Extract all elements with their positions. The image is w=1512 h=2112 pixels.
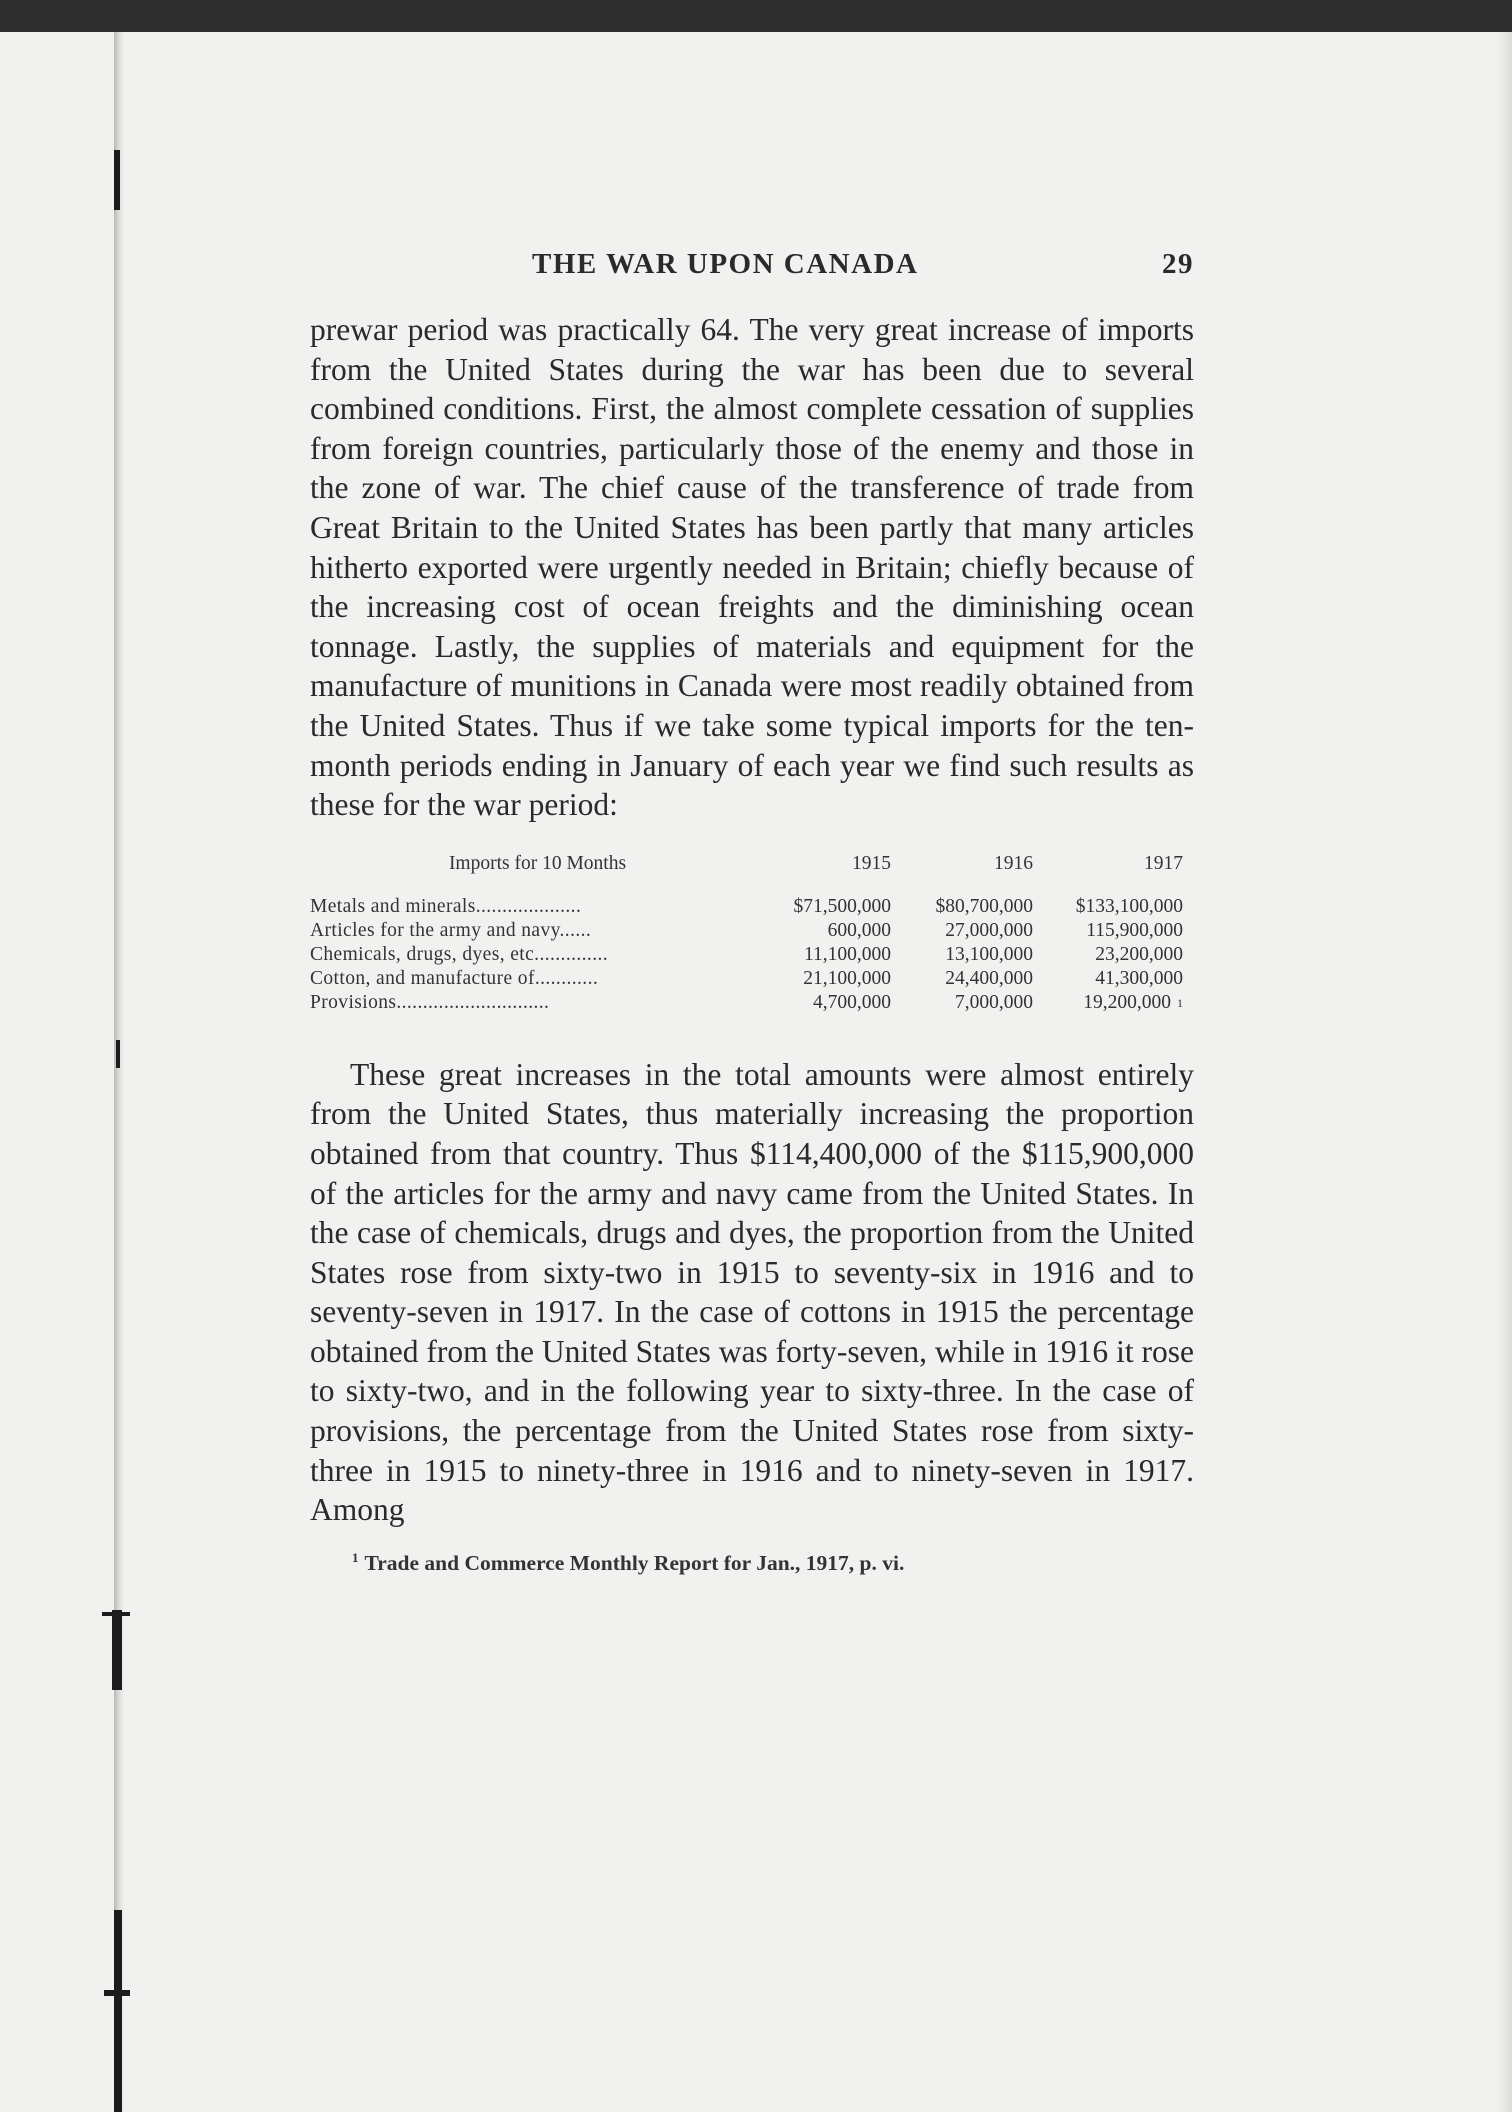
body-paragraph: These great increases in the total amounts were almost entirely from the United States, thus materially increasing the proportion obtained from that country. Thus $114,400,000 of the $115,900,000 of the articles for the army and navy came from the United States. In the case of chemicals, drugs and dyes, the proportion from the United States rose from sixty-two in 1915 to seventy-six in 1916 and to seventy-seven in 1917. In the case of cottons in 1915 the percentage obtained from the United States was forty-seven, while in 1916 it rose to sixty-two, and in the following year to sixty-three. In the case of provisions, the percentage from the United States rose from sixty-three in 1915 to ninety-three in 1916 and to ninety-seven in 1917. Among [310, 1056, 1194, 1528]
scan-top-border [0, 0, 1512, 32]
page-text [310, 248, 1194, 1576]
table-row [310, 943, 1183, 967]
cell-1917: 115,900,000 [1086, 919, 1183, 941]
cell-1915: $71,500,000 [793, 895, 891, 917]
page-number: 29 [1162, 248, 1194, 280]
gutter-mark [112, 1610, 122, 1690]
cell-1916: 24,400,000 [945, 967, 1033, 989]
gutter-mark [102, 1612, 130, 1616]
cell-1916: 13,100,000 [945, 943, 1033, 965]
table-header-1915: 1915 [852, 852, 891, 874]
gutter-mark [114, 150, 120, 210]
footnote [352, 1550, 1194, 1576]
row-label: Chemicals, drugs, dyes, etc.............. [310, 943, 609, 965]
running-title: THE WAR UPON CANADA [532, 248, 919, 280]
body-paragraph: prewar period was practically 64. The very great increase of imports from the United States during the war has been due to several combined conditions. First, the almost complete cessation of supplies from foreign countries, particularly those of the enemy and those in the zone of war. The chief cause of the transference of trade from Great Britain to the United States has been partly that many articles hitherto exported were urgently needed in Britain; chiefly because of the increasing cost of ocean freights and the diminishing ocean tonnage. Lastly, the supplies of materials and equipment for the manufacture of munitions in Canada were most readily obtained from the United States. Thus if we take some typical imports for the ten-month periods ending in January of each year we find such results as these for the war period: [310, 312, 1194, 823]
table-header-1917: 1917 [1144, 852, 1183, 874]
cell-1917: $133,100,000 [1075, 895, 1183, 917]
cell-1917: 41,300,000 [1095, 967, 1183, 989]
table-header-row [310, 853, 1183, 895]
imports-table [310, 853, 1183, 1015]
cell-1916: $80,700,000 [935, 895, 1033, 917]
cell-value: 19,200,000 [1083, 991, 1171, 1013]
footnote-text: Trade and Commerce Monthly Report for Jan., 1917, p. vi. [364, 1551, 905, 1575]
cell-1915: 4,700,000 [813, 991, 891, 1013]
table-header-1916: 1916 [994, 852, 1033, 874]
running-header [310, 248, 1194, 298]
row-label: Articles for the army and navy...... [310, 919, 592, 941]
table-row [310, 967, 1183, 991]
footnote-reference: 1 [1177, 995, 1183, 1010]
gutter-mark [114, 1910, 122, 2112]
scan-left-margin [0, 32, 108, 2112]
cell-1915: 11,100,000 [803, 943, 891, 965]
table-row [310, 991, 1183, 1015]
row-label: Cotton, and manufacture of............ [310, 967, 599, 989]
table-header-label: Imports for 10 Months [448, 852, 627, 874]
cell-1916: 7,000,000 [955, 991, 1033, 1013]
row-label: Metals and minerals.................... [310, 895, 582, 917]
cell-1916: 27,000,000 [945, 919, 1033, 941]
row-label: Provisions............................. [310, 991, 550, 1013]
table-row [310, 895, 1183, 919]
book-gutter [114, 32, 124, 2112]
footnote-marker: 1 [352, 1549, 359, 1565]
table-row [310, 919, 1183, 943]
cell-1917: 23,200,000 [1095, 943, 1183, 965]
cell-1915: 21,100,000 [803, 967, 891, 989]
gutter-mark [104, 1990, 130, 1996]
cell-1917 [1033, 991, 1183, 1015]
cell-1915: 600,000 [827, 919, 891, 941]
page-right-edge [1498, 32, 1512, 2112]
gutter-mark [116, 1040, 120, 1068]
